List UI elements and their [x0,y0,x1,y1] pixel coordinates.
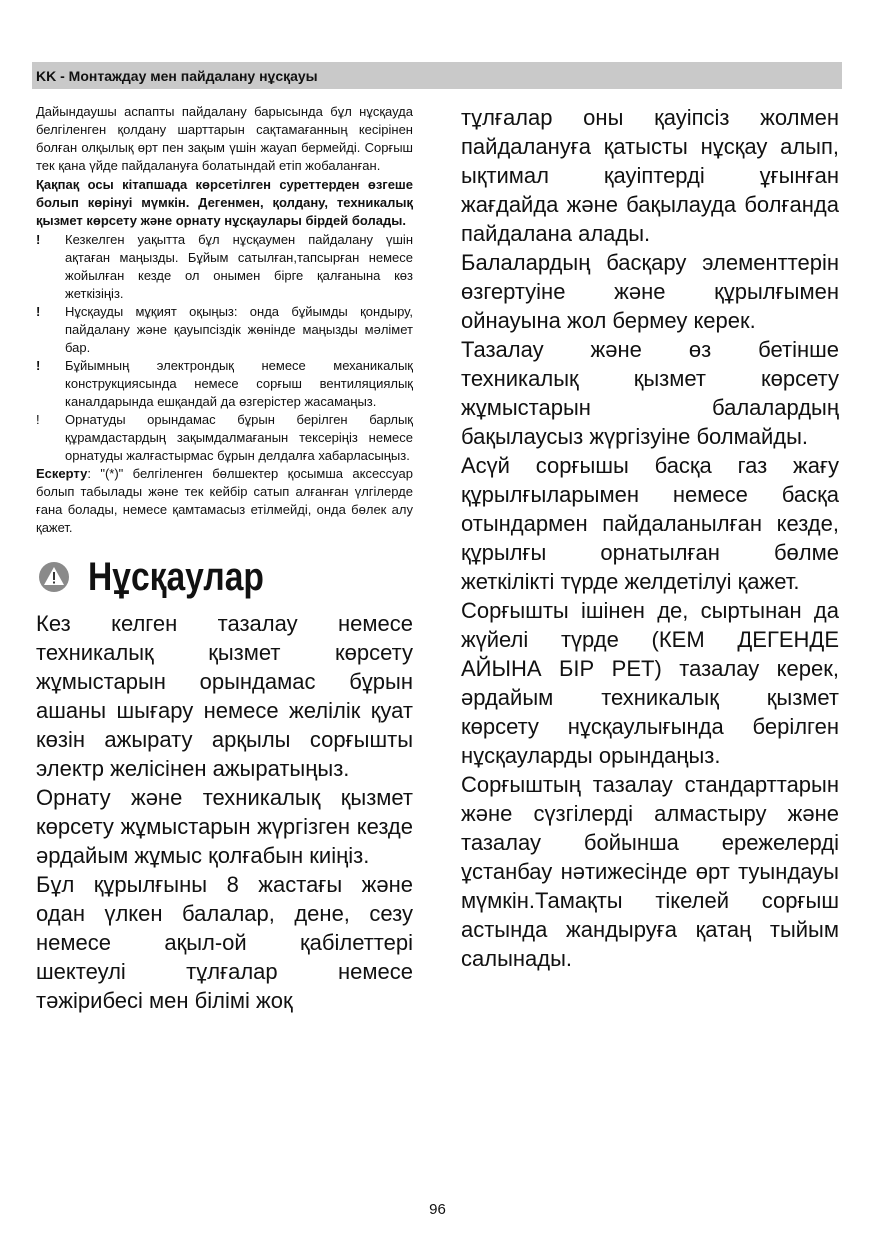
bullet-mark: ! [36,358,41,373]
note-label: Ескерту [36,466,88,481]
right-column [461,103,839,973]
bullet-text: Бұйымның электрондық немесе механикалық конструкциясында немесе сорғыш вентиляциялық каналдарында ешқандай да өзгерістер жасамаңыз. [65,358,413,409]
bullet-mark: ! [36,232,41,247]
warning-bullet [36,357,413,411]
instruction-paragraph: Орнату және техникалық қызмет көрсету жұмыстарын жүргізген кезде әрдайым жұмыс қолғабын киіңіз. [36,785,413,868]
instruction-paragraph: Бұл құрылғыны 8 жастағы және одан үлкен балалар, дене, сезу немесе ақыл-ой қабілеттері шектеулі тұлғалар немесе тәжірибесі мен білімі жоқ [36,872,413,1013]
warning-bullet [36,411,413,465]
note-paragraph [36,465,413,537]
bullet-text: Нұсқауды мұқият оқыңыз: онда бұйымды қондыру, пайдалану және қауыпсіздік жөнінде маңызды мәлімет бар. [65,304,413,355]
instruction-paragraph: Кез келген тазалау немесе техникалық қызмет көрсету жұмыстарын орындамас бұрын ашаны шығару немесе желілік қуат көзін ажырату арқылы сорғышты электр желісінен ажыратыңыз. [36,611,413,781]
note-text: : "(*)" белгіленген бөлшектер қосымша аксессуар болып табылады және тек кейбір сатып алғанған үлгілерде ғана болады, немесе қамтамасыз етілмейді, онда бөлек алу қажет. [36,466,413,535]
instruction-paragraph: Балалардың басқару элементтерін өзгертуіне және құрылғымен ойнауына жол бермеу керек. [461,250,839,333]
intro-paragraph: Дайындаушы аспапты пайдалану барысында бұл нұсқауда белгіленген қолдану шарттарын сақтамағанның кесірінен болған олқылық өрт пен зақым үшін жауап бермейді. Сорғыш тек қана үйде пайдалануға болатындай етіп жобаланған. [36,104,413,173]
page-header [32,62,842,89]
instruction-paragraph: Асүй сорғышы басқа газ жағу құрылғыларымен немесе басқа отындармен пайдаланылған кезде, құрылғы орнатылған бөлме жеткілікті түрде желдетілуі қажет. [461,453,839,594]
warning-triangle-icon [38,561,70,593]
warning-bullet [36,303,413,357]
section-heading [36,549,413,605]
intro-bold-paragraph: Қақпақ осы кітапшада көрсетілген суреттерден өзгеше болып көрінуі мүмкін. Дегенмен, қолдану, техникалық қызмет көрсету және орнату нұсқаулары бірдей болады. [36,177,413,228]
bullet-text: Кезкелген уақытта бұл нұсқаумен пайдалану үшін ақтаған маңызды. Бұйым сатылған,тапсырған немесе жойылған кезде ол онымен бірге қалғанына көз жеткізіңіз. [65,232,413,301]
left-column [36,103,413,1015]
bullet-mark: ! [36,412,40,427]
bullet-mark: ! [36,304,41,319]
header-title: KK - Монтаждау мен пайдалану нұсқауы [36,68,318,84]
instruction-paragraph: Тазалау және өз бетінше техникалық қызмет көрсету жұмыстарын балалардың бақылаусыз жүргізуіне болмайды. [461,337,839,449]
section-title: Нұсқаулар [88,554,264,599]
page-number: 96 [429,1201,446,1218]
instruction-paragraph: Сорғышты ішінен де, сыртынан да жүйелі түрде (КЕМ ДЕГЕНДЕ АЙЫНА БІР РЕТ) тазалау керек, әрдайым техникалық қызмет көрсету нұсқаулығында берілген нұсқауларды орындаңыз. [461,598,839,768]
warning-bullet [36,231,413,303]
bullet-text: Орнатуды орындамас бұрын берілген барлық құрамдастардың зақымдалмағанын тексеріңіз немесе орнатуды жалғастырмас бұрын делдалға хабарласыңыз. [65,412,413,463]
instruction-paragraph: Сорғыштың тазалау стандарттарын және сүзгілерді алмастыру және тазалау бойынша ережелерді ұстанбау нәтижесінде өрт туындауы мүмкін.Тамақты тікелей сорғыш астында жандыруға қатаң тыйым салынады. [461,772,839,971]
instruction-paragraph: тұлғалар оны қауіпсіз жолмен пайдалануға қатысты нұсқау алып, ықтимал қауіптерді ұғынған жағдайда және бақылауда болғанда пайдалана алады. [461,105,839,246]
